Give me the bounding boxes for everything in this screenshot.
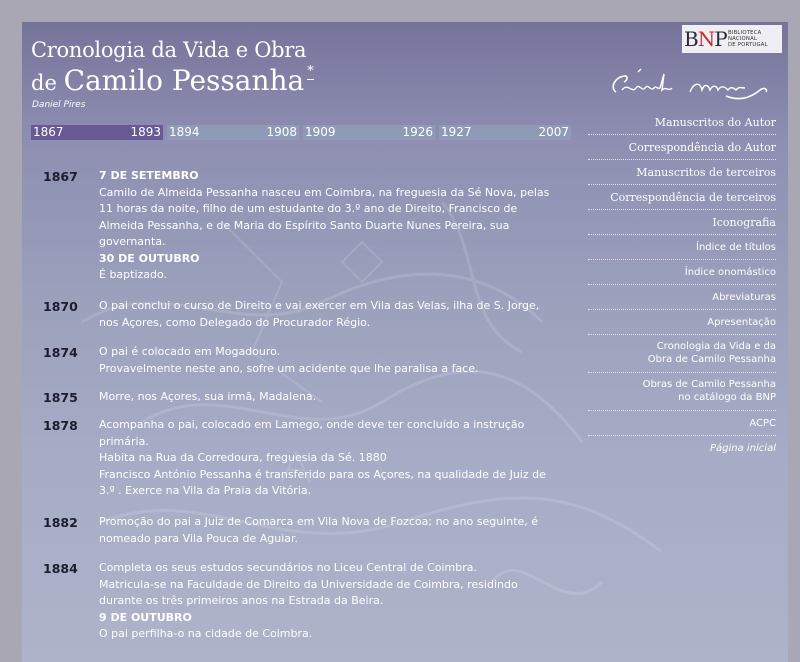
entry-text: 3.º . Exerce na Vila da Praia da Vitória. [99, 484, 312, 497]
entry-text: Morre, nos Açores, sua irmã, Madalena. [99, 390, 317, 403]
entry-text: Provavelmente neste ano, sofre um acidente que lhe paralisa a face. [99, 361, 479, 375]
title-de: de [31, 71, 57, 95]
entry-text: nos Açores, como Delegado do Procurador Régio. [99, 315, 371, 329]
entry-text: Completa os seus estudos secundários no Liceu Central de Coimbra. [99, 561, 477, 574]
page [22, 22, 788, 662]
entry-year: 1878 [43, 418, 78, 433]
timeline-nav [31, 125, 571, 140]
entry-text: Habita na Rua da Corredoura, freguesia da Sé. 1880 [99, 451, 387, 464]
page-title-line2 [31, 64, 314, 97]
nav-indice-titulos[interactable]: Índice de títulos [588, 235, 776, 260]
nav-acpc[interactable]: ACPC [588, 411, 776, 436]
entry-date-heading: 7 DE SETEMBRO [99, 169, 199, 182]
title-name: Camilo Pessanha [63, 64, 305, 97]
entry-text: O pai é colocado em Mogadouro. [99, 345, 281, 358]
author-name: Daniel Pires [32, 100, 86, 110]
bnp-logo-text: BIBLIOTECA NACIONAL DE PORTUGAL [728, 30, 768, 48]
entry-text: governanta. [99, 235, 166, 248]
entry-text: Promoção do pai a Juiz de Comarca em Vila Nova de Fozcoa; no ano seguinte, é [99, 515, 539, 528]
entry-text: É baptizado. [99, 268, 168, 281]
nav-indice-onomastico[interactable]: Índice onomástico [588, 260, 776, 285]
nav-abreviaturas[interactable]: Abreviaturas [588, 285, 776, 310]
bnp-logo[interactable] [682, 25, 782, 53]
entry-text: Almeida Pessanha, e de Maria do Espírito Santo Duarte Nunes Pereira, sua [99, 218, 510, 232]
sidebar-nav [588, 110, 776, 460]
entry-text: primária. [99, 434, 149, 448]
nav-iconografia[interactable]: Iconografia [588, 210, 776, 235]
entry-year: 1870 [43, 299, 78, 314]
title-footnote-link[interactable]: * [307, 64, 314, 79]
nav-correspondencia-terceiros[interactable]: Correspondência de terceiros [588, 185, 776, 210]
entry-year: 1874 [43, 345, 78, 360]
entry-year: 1884 [43, 561, 78, 576]
entry-body [99, 344, 554, 377]
timeline-period-1867-1893[interactable]: 1867 1893 [33, 125, 161, 139]
entry-text: O pai perfilha-o na cidade de Coimbra. [99, 627, 313, 640]
nav-cronologia[interactable]: Cronologia da Vida e da Obra de Camilo Pessanha [588, 335, 776, 373]
entry-text: O pai conclui o curso de Direito e vai exercer em Vila das Velas, ilha de S. Jorge, [99, 299, 540, 312]
entry-body [99, 389, 554, 406]
entry-text: Acompanha o pai, colocado em Lamego, onde deve ter concluído a instrução [99, 418, 525, 431]
nav-manuscritos-autor[interactable]: Manuscritos do Autor [588, 110, 776, 135]
nav-correspondencia-autor[interactable]: Correspondência do Autor [588, 135, 776, 160]
entry-body [99, 298, 554, 331]
timeline-period-1894-1908[interactable]: 1894 1908 [169, 125, 297, 139]
entry-text: Matricula-se na Faculdade de Direito da Universidade de Coimbra, residindo [99, 577, 518, 591]
entry-text: 11 horas da noite, filho de um estudante do 3.º ano de Direito, Francisco de [99, 202, 518, 215]
entry-date-heading: 30 DE OUTUBRO [99, 251, 200, 265]
signature-image [608, 66, 778, 106]
bnp-logo-mark: BNP [684, 27, 727, 51]
timeline-period-1927-2007[interactable]: 1927 2007 [441, 125, 569, 139]
entry-body [99, 168, 554, 284]
nav-manuscritos-terceiros[interactable]: Manuscritos de terceiros [588, 160, 776, 185]
entry-body [99, 417, 554, 500]
entry-body [99, 514, 554, 547]
page-title-line1: Cronologia da Vida e Obra [31, 38, 307, 62]
entry-text: Camilo de Almeida Pessanha nasceu em Coimbra, na freguesia da Sé Nova, pelas [99, 185, 550, 199]
entry-date-heading: 9 DE OUTUBRO [99, 610, 192, 624]
nav-apresentacao[interactable]: Apresentação [588, 310, 776, 335]
entry-text: nomeado para Vila Pouca de Aguiar. [99, 531, 299, 545]
entry-year: 1875 [43, 390, 78, 405]
entry-year: 1882 [43, 515, 78, 530]
entry-text: Francisco António Pessanha é transferido para os Açores, na qualidade de Juiz de [99, 467, 546, 481]
entry-body [99, 560, 554, 643]
entry-year: 1867 [43, 169, 78, 184]
nav-pagina-inicial[interactable]: Página inicial [709, 443, 776, 454]
timeline-period-1909-1926[interactable]: 1909 1926 [305, 125, 433, 139]
nav-obras-catalogo[interactable]: Obras de Camilo Pessanha no catálogo da BNP [588, 373, 776, 411]
entry-text: durante os três primeiros anos na Estrada da Beira. [99, 594, 384, 607]
